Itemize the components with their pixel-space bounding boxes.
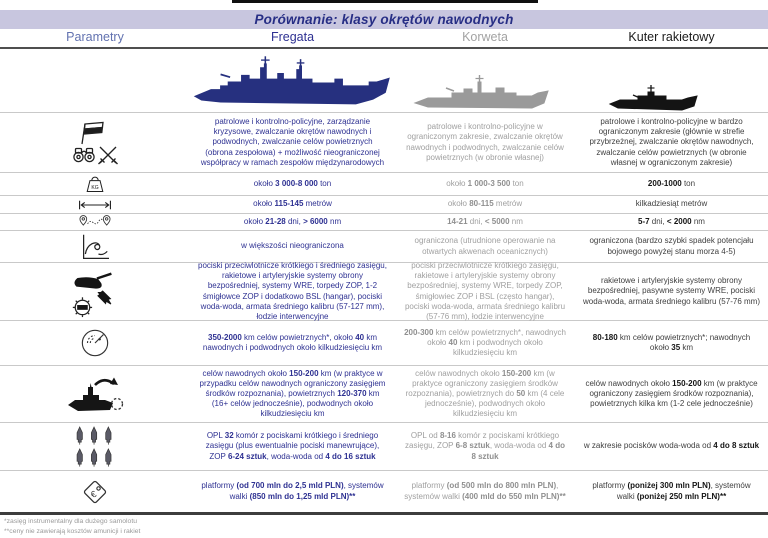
fregata-dzielnosc-cell: w większości nieograniczona <box>241 241 344 251</box>
table-row-zadania <box>0 112 768 172</box>
fregata-uzbrojenie-cell: pociski przeciwlotnicze krótkiego i średniego zasięgu, rakietowe i artyleryjskie systemy obrony bezpośredniej, systemy WRE, torpedy ZOP, 1-2 śmigłowce ZOP i dodatkowo BSL (hangar), pociski woda-woda, armata średniego kalibru (57-127 mm), łodzie interwencyjne <box>198 261 387 321</box>
table-row-dzielnosc <box>0 230 768 262</box>
korweta-ship-silhouette <box>412 73 552 113</box>
fregata-autonomicznosc-cell: około 21-28 dni, > 6000 nm <box>243 216 342 226</box>
radar-icon <box>0 321 190 365</box>
table-row-pociski <box>0 422 768 470</box>
korweta-dlugosc-cell: około 80-115 metrów <box>447 199 523 209</box>
korweta-pociski-cell: OPL od 8-16 komór z pociskami krótkiego zasięgu, ZOP 6-8 sztuk, woda-woda od 4 do 8 sztuk <box>405 431 565 461</box>
korweta-zadania-cell: patrolowe i kontrolno-policyjne w ograniczonym zakresie, zwalczanie okrętów nawodnych i podwodnych, zwalczanie celów powietrznych (w obronie własnej) <box>406 122 564 162</box>
table-row-wykrywanie <box>0 320 768 365</box>
table-row-razenie <box>0 365 768 422</box>
missiles-icon <box>0 423 190 470</box>
sea-state-wave-icon <box>0 231 190 262</box>
column-header-korweta: Korweta <box>462 30 508 44</box>
column-header-fregata: Fregata <box>270 30 315 44</box>
kuter-pociski-cell: w zakresie pocisków woda-woda od 4 do 8 sztuk <box>583 441 760 451</box>
fregata-koszt-cell: platformy (od 700 mln do 2,5 mld PLN), systemów walki (850 mln do 1,25 mld PLN)** <box>201 481 384 501</box>
svg-text:€: € <box>89 488 98 500</box>
top-crop-line <box>232 0 538 3</box>
kuter-wypornosc-cell: 200-1000 ton <box>647 178 696 188</box>
fregata-razenie-cell: celów nawodnych około 150-200 km (w praktyce w przypadku celów nawodnych ograniczony zasięgiem środków rozpoznania), powietrznych 120-370 km (16+ celów jednocześnie), podwodnych około kilkudziesięciu km <box>199 368 386 419</box>
fregata-zadania-cell: patrolowe i kontrolno-policyjne, zarządzanie kryzysowe, zwalczanie okrętów nawodnych i podwodnych, zwalczanie celów powietrznych (obrona zespołowa) + możliwość nieograniczonej współpracy w ramach zespołów międzynarodowych <box>200 117 385 167</box>
comparison-table <box>0 112 768 537</box>
table-row-uzbrojenie <box>0 262 768 320</box>
table-row-dlugosc <box>0 195 768 213</box>
weight-kg-icon <box>0 173 190 195</box>
kuter-koszt-cell: platformy (poniżej 300 mln PLN), systemów walki (poniżej 250 mln PLN)** <box>592 481 751 501</box>
fregata-wypornosc-cell: około 3 000-8 000 ton <box>253 178 332 188</box>
korweta-razenie-cell: celów nawodnych około 150-200 km (w praktyce ograniczony zasięgiem środków rozpoznania), powietrznych do 50 km (4 cele jednocześnie), podwodnych około kilkudziesięciu km <box>405 368 565 419</box>
price-tag-icon <box>0 471 190 512</box>
armament-icon <box>0 263 190 320</box>
korweta-autonomicznosc-cell: 14-21 dni, < 5000 nm <box>447 216 523 226</box>
korweta-uzbrojenie-cell: pociski przeciwlotnicze krótkiego zasięgu, rakietowe i artyleryjskie systemy obrony bezpośredniej, systemy WRE, torpedy ZOP, śmigłowiec ZOP i BSL (często hangar), pociski woda-woda, armata średniego kalibru (57-76 mm), łodzie interwencyjne <box>404 261 566 321</box>
fregata-pociski-cell: OPL 32 komór z pociskami krótkiego i średniego zasięgu (plus ewentualnie pociski manewrujące), ZOP 6-24 sztuk, woda-woda od 4 do 16 sztuk <box>205 431 380 461</box>
footnotes <box>0 515 768 537</box>
kuter-autonomicznosc-cell: 5-7 dni, < 2000 nm <box>638 216 705 226</box>
route-pins-icon <box>0 214 190 230</box>
korweta-dzielnosc-cell: ograniczona (utrudnione operowanie na otwartych akwenach oceanicznych) <box>414 236 556 256</box>
column-headers <box>0 30 768 46</box>
kuter-dlugosc-cell: kilkadziesiąt metrów <box>635 199 708 209</box>
kuter-uzbrojenie-cell: rakietowe i artyleryjskie systemy obrony bezpośredniej, pasywne systemy WRE, pociski woda-woda, armata średniego kalibru (57-76 mm) <box>583 276 760 306</box>
fregata-wykrywanie-cell: 350-2000 km celów powietrznych*, około 40 km nawodnych i podwodnych około kilkudziesięciu km <box>202 332 383 352</box>
ship-attack-icon <box>0 366 190 422</box>
column-header-parametry: Parametry <box>66 30 124 44</box>
table-row-autonomicznosc <box>0 213 768 230</box>
footnote-2: **ceny nie zawierają kosztów amunicji i rakiet <box>4 528 141 536</box>
ship-silhouettes-row <box>0 49 768 112</box>
column-header-kuter: Kuter rakietowy <box>628 30 715 44</box>
fregata-ship-silhouette <box>192 53 392 111</box>
title-band <box>0 10 768 29</box>
svg-text:KG: KG <box>91 184 99 191</box>
fregata-dlugosc-cell: około 115-145 metrów <box>253 199 332 209</box>
kuter-ship-silhouette <box>608 84 700 112</box>
kuter-wykrywanie-cell: 80-180 km celów powietrznych*; nawodnych około 35 km <box>592 332 751 352</box>
flag-binoculars-swords-icon <box>0 113 190 172</box>
kuter-zadania-cell: patrolowe i kontrolno-policyjne w bardzo ograniczonym zakresie (głównie w strefie przybrzeżnej, zwalczanie okrętów nawodnych, zwalczanie celów powietrznych (w obronie własnej w ograniczonym zakresie) <box>589 117 754 167</box>
kuter-dzielnosc-cell: ograniczona (bardzo szybki spadek potencjału bojowego powyżej stanu morza 4-5) <box>589 236 754 256</box>
length-arrow-icon <box>0 196 190 213</box>
page-title: Porównanie: klasy okrętów nawodnych <box>254 12 514 27</box>
korweta-koszt-cell: platformy (od 500 mln do 800 mln PLN), systemów walki (400 mld do 550 mln PLN)** <box>404 481 566 501</box>
korweta-wypornosc-cell: około 1 000-3 500 ton <box>446 178 524 188</box>
table-row-koszt <box>0 470 768 512</box>
korweta-wykrywanie-cell: 200-300 km celów powietrznych*, nawodnych około 40 km i podwodnych około kilkudziesięciu km <box>404 327 566 358</box>
footnote-1: *zasięg instrumentalny dla dużego samolotu <box>4 518 137 525</box>
kuter-razenie-cell: celów nawodnych około 150-200 km (w praktyce ograniczony zasięgiem środków rozpoznania), powietrznych kilka km (1-2 cele jednocześnie) <box>585 378 758 409</box>
table-row-wypornosc <box>0 172 768 195</box>
